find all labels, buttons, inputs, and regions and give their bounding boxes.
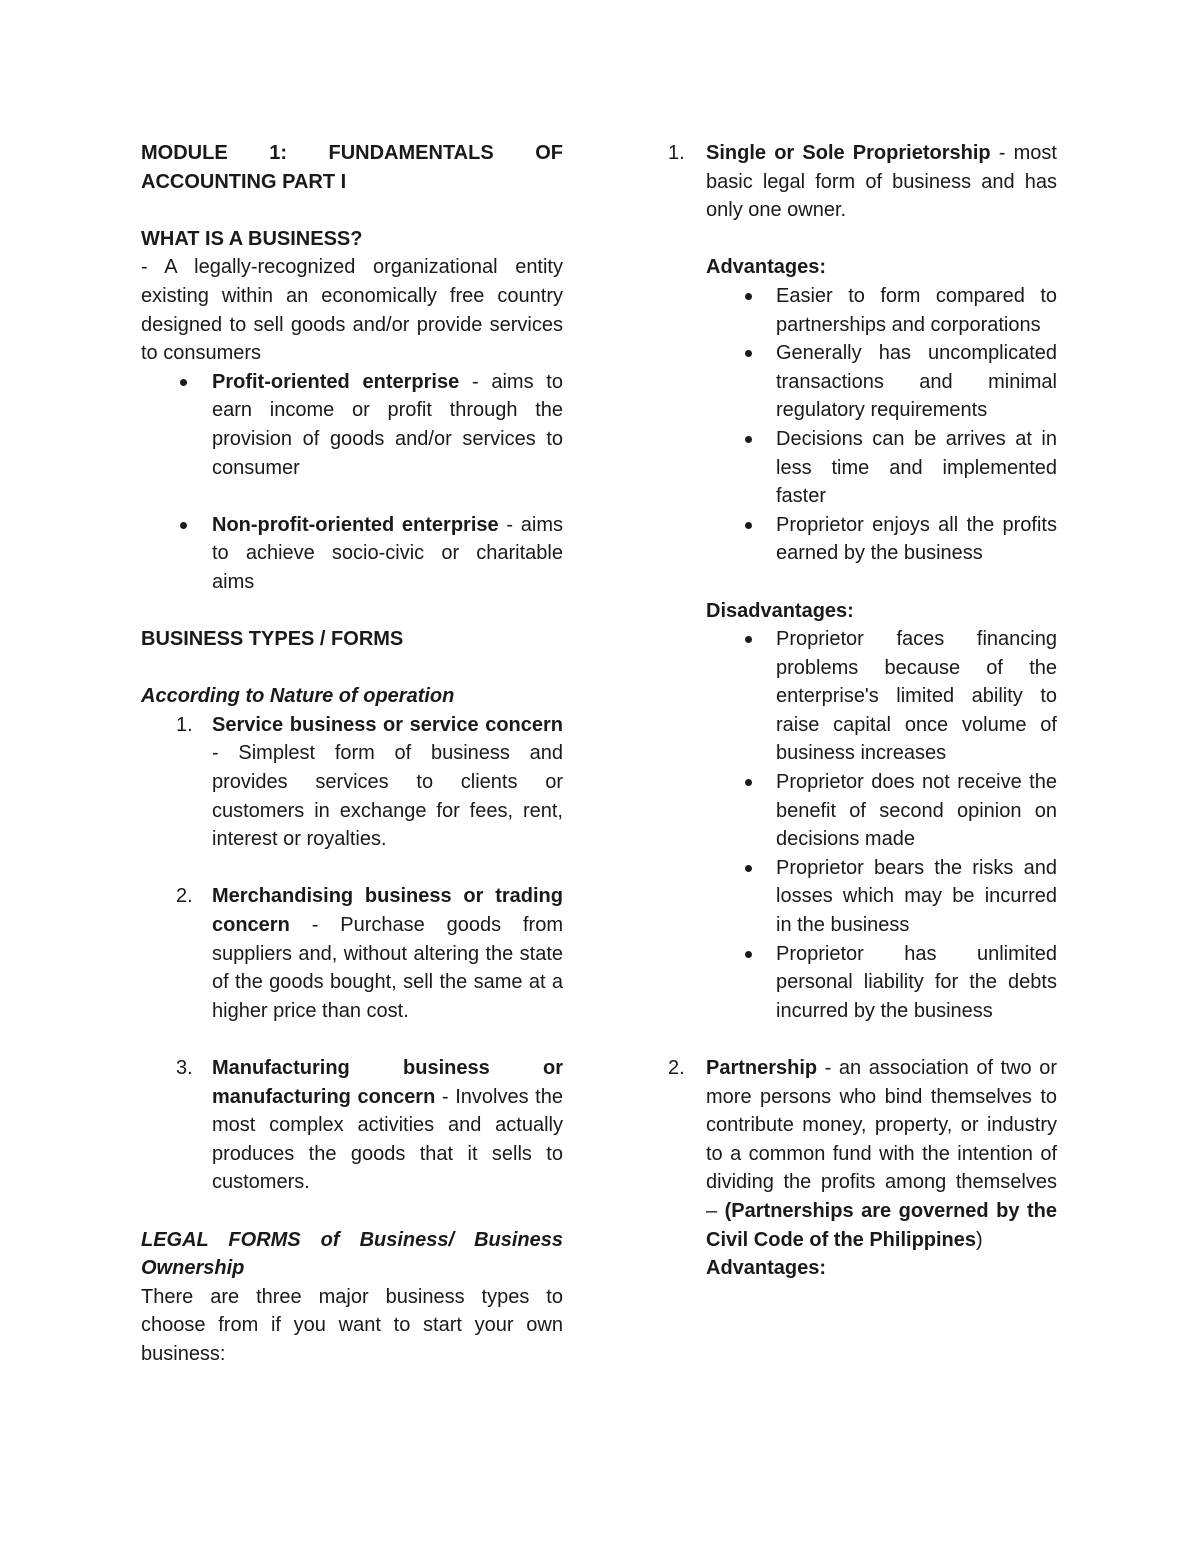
business-types-heading: BUSINESS TYPES / FORMS — [141, 628, 404, 651]
sole-proprietorship-term: Single or Sole Proprietorship — [706, 142, 991, 164]
nature-term: Service business or service concern — [212, 713, 563, 736]
sole-proprietorship-item — [668, 139, 1057, 225]
disadvantages-label: Disadvantages: — [706, 599, 854, 622]
partnership-item — [668, 1054, 1057, 1254]
list-item — [141, 511, 563, 597]
partnership-desc: - an association of two or more persons who bind themselves to contribute money, property, or industry to a common fund with the intention of dividing the profits among themselves – — [706, 1057, 1057, 1222]
list-item — [141, 711, 563, 854]
list-item: Proprietor does not receive the benefit of second opinion on decisions made — [668, 768, 1057, 854]
nature-heading: According to Nature of operation — [141, 685, 455, 708]
business-heading: WHAT IS A BUSINESS? — [141, 227, 363, 250]
advantages-list — [668, 282, 1057, 568]
advantages-label: Advantages: — [706, 256, 827, 279]
list-item: Proprietor bears the risks and losses which may be incurred in the business — [668, 854, 1057, 940]
module-title: MODULE 1: FUNDAMENTALS OF ACCOUNTING PART I — [141, 142, 563, 193]
partnership-note-end: ) — [976, 1228, 983, 1251]
nature-desc: - Simplest form of business and provides services to clients or customers in exchange for fees, rent, interest or royalties. — [212, 742, 563, 851]
nature-desc: - Purchase goods from suppliers and, without altering the state of the goods bought, sell the same at a higher price than cost. — [212, 914, 563, 1022]
list-item — [141, 368, 563, 482]
left-column — [141, 139, 563, 1369]
legal-forms-intro: There are three major business types to choose from if you want to start your own business: — [141, 1285, 563, 1365]
business-definition: - A legally-recognized organizational entity existing within an economically free country designed to sell goods and/or provide services to consumers — [141, 256, 563, 365]
list-item: Decisions can be arrives at in less time and implemented faster — [668, 425, 1057, 511]
list-item: Proprietor faces financing problems because of the enterprise's limited ability to raise capital once volume of business increases — [668, 625, 1057, 768]
nature-term: Manufacturing business or manufacturing concern — [212, 1057, 563, 1108]
enterprise-desc: - aims to achieve socio-civic or charitable aims — [212, 513, 564, 593]
list-number: 1. — [668, 142, 685, 164]
right-column — [668, 139, 1057, 1283]
list-item — [141, 882, 563, 1025]
enterprise-list — [141, 368, 563, 597]
sole-proprietorship-desc: - most basic legal form of business and has only one owner. — [706, 142, 1057, 222]
enterprise-term: Profit-oriented enterprise — [212, 370, 460, 393]
list-item: Easier to form compared to partnerships and corporations — [668, 282, 1057, 339]
list-item: Generally has uncomplicated transactions and minimal regulatory requirements — [668, 339, 1057, 425]
partnership-advantages-label: Advantages: — [706, 1257, 827, 1280]
nature-list — [141, 711, 563, 1197]
partnership-term: Partnership — [706, 1057, 818, 1079]
partnership-note: (Partnerships are governed by the Civil Code of the Philippines — [706, 1199, 1057, 1251]
enterprise-term: Non-profit-oriented enterprise — [212, 513, 499, 536]
nature-term: Merchandising business or trading concern — [212, 885, 563, 937]
list-number: 2. — [668, 1057, 685, 1079]
disadvantages-list — [668, 625, 1057, 1025]
nature-desc: - Involves the most complex activities and actually produces the goods that it sells to customers. — [212, 1085, 563, 1194]
list-item — [141, 1054, 563, 1197]
list-number: 3. — [176, 1057, 193, 1079]
list-item: Proprietor enjoys all the profits earned by the business — [668, 511, 1057, 568]
enterprise-desc: - aims to earn income or profit through the provision of goods and/or services to consumer — [212, 370, 563, 479]
legal-forms-heading: LEGAL FORMS of Business/ Business Ownership — [141, 1228, 563, 1280]
list-number: 2. — [176, 885, 193, 908]
list-number: 1. — [176, 713, 193, 736]
list-item: Proprietor has unlimited personal liability for the debts incurred by the business — [668, 940, 1057, 1026]
